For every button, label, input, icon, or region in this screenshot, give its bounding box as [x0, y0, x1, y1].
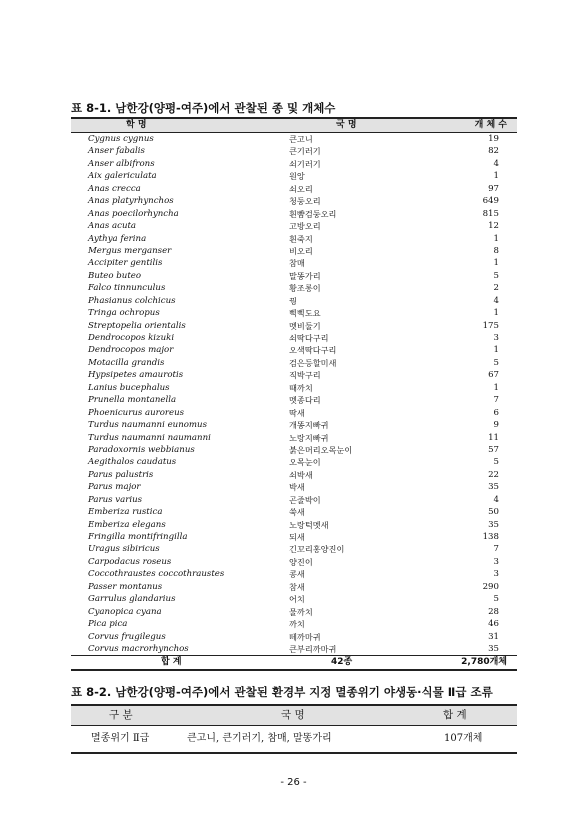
- korean-name: 황조롱이: [289, 283, 321, 294]
- scientific-name: Coccothraustes coccothraustes: [88, 569, 225, 580]
- table-row: [71, 233, 517, 245]
- total-label: 합 계: [161, 657, 182, 668]
- korean-name: 떼까마귀: [289, 631, 321, 642]
- table-row: [71, 295, 517, 307]
- korean-name: 비오리: [289, 245, 313, 256]
- scientific-name: Buteo buteo: [88, 270, 142, 281]
- scientific-name: Passer montanus: [88, 581, 163, 592]
- table-row: [71, 307, 517, 319]
- scientific-name: Prunella montanella: [88, 395, 177, 406]
- table-row: [71, 469, 517, 481]
- scientific-name: Anas crecca: [88, 183, 141, 194]
- korean-name: 곤줄박이: [289, 494, 321, 505]
- scientific-name: Corvus macrorhynchos: [88, 643, 189, 654]
- korean-name: 청둥오리: [289, 196, 321, 207]
- count: 1: [493, 258, 499, 269]
- table-row: [71, 158, 517, 170]
- table-row: [71, 357, 517, 369]
- korean-name: 흰죽지: [289, 233, 313, 244]
- korean-name: 콩새: [289, 569, 305, 580]
- korean-name: 쑥새: [289, 507, 305, 518]
- row-total: 107개체: [444, 733, 483, 744]
- table-row: [71, 618, 517, 630]
- scientific-name: Phoenicurus auroreus: [88, 407, 185, 418]
- count: 35: [488, 519, 499, 530]
- count: 2: [493, 283, 499, 294]
- count: 35: [488, 482, 499, 493]
- table-row: [71, 519, 517, 531]
- korean-name: 쇠오리: [289, 183, 313, 194]
- table-row: [71, 593, 517, 605]
- table-row: [71, 245, 517, 257]
- table-row: [71, 208, 517, 220]
- scientific-name: Anser fabalis: [88, 146, 145, 157]
- table-row: [71, 407, 517, 419]
- count: 31: [488, 631, 499, 642]
- korean-name: 직박구리: [289, 370, 321, 381]
- scientific-name: Lanius bucephalus: [88, 382, 170, 393]
- korean-name: 참매: [289, 258, 305, 269]
- korean-name: 쇠기러기: [289, 158, 321, 169]
- scientific-name: Parus varius: [88, 494, 143, 505]
- count: 11: [488, 432, 499, 443]
- table-row: [71, 382, 517, 394]
- scientific-name: Emberiza elegans: [88, 519, 166, 530]
- count: 649: [482, 196, 499, 207]
- korean-name: 까치: [289, 619, 305, 630]
- scientific-name: Anas acuta: [88, 221, 137, 232]
- endangered-table-header: [71, 706, 517, 726]
- table-row: [71, 643, 517, 655]
- korean-name: 삑삑도요: [289, 308, 321, 319]
- scientific-name: Parus major: [88, 482, 141, 493]
- table-row: [71, 133, 517, 145]
- count: 138: [482, 532, 499, 542]
- endangered-table-row: [71, 726, 517, 752]
- header-category: 구 분: [109, 709, 133, 721]
- count: 7: [493, 544, 499, 555]
- count: 3: [493, 556, 499, 567]
- count: 8: [493, 245, 499, 256]
- count: 82: [488, 146, 499, 157]
- count: 6: [493, 407, 499, 418]
- korean-name: 멧비둘기: [289, 320, 321, 331]
- korean-name: 노랑지빠귀: [289, 432, 329, 443]
- scientific-name: Accipiter gentilis: [88, 258, 163, 269]
- scientific-name: Fringilla montifringilla: [88, 532, 188, 542]
- scientific-name: Carpodacus roseus: [88, 556, 172, 567]
- korean-name: 큰고니: [289, 134, 313, 144]
- table-row: [71, 344, 517, 356]
- table-row: [71, 568, 517, 580]
- korean-name: 양진이: [289, 556, 313, 567]
- count: 7: [493, 395, 499, 406]
- korean-name: 딱새: [289, 407, 305, 418]
- count: 1: [493, 308, 499, 319]
- header-scientific-name: 학 명: [126, 120, 147, 130]
- table-row: [71, 332, 517, 344]
- scientific-name: Aythya ferina: [88, 233, 147, 244]
- scientific-name: Anas platyrhynchos: [88, 196, 174, 207]
- korean-name: 꿩: [289, 295, 297, 306]
- korean-name: 물까치: [289, 606, 313, 617]
- scientific-name: Cyanopica cyana: [88, 606, 162, 617]
- scientific-name: Anas poecilorhyncha: [88, 208, 179, 219]
- count: 4: [493, 494, 499, 505]
- count: 5: [493, 357, 499, 368]
- table-row: [71, 195, 517, 207]
- korean-name: 되새: [289, 532, 305, 542]
- count: 5: [493, 270, 499, 281]
- count: 12: [488, 221, 499, 232]
- korean-name: 큰부리까마귀: [289, 643, 337, 654]
- count: 290: [482, 581, 499, 592]
- table-row: [71, 531, 517, 543]
- count: 50: [488, 507, 499, 518]
- count: 1: [493, 233, 499, 244]
- korean-name: 원앙: [289, 171, 305, 182]
- count: 815: [482, 208, 499, 219]
- korean-name: 긴꼬리홍양진이: [289, 544, 345, 555]
- total-species: 42종: [331, 657, 353, 668]
- total-count: 2,780개체: [461, 657, 507, 668]
- count: 46: [488, 619, 499, 630]
- korean-name: 멧종다리: [289, 395, 321, 406]
- count: 57: [488, 444, 499, 455]
- scientific-name: Emberiza rustica: [88, 507, 163, 518]
- count: 4: [493, 295, 499, 306]
- count: 5: [493, 594, 499, 605]
- scientific-name: Anser albifrons: [88, 158, 155, 169]
- count: 4: [493, 158, 499, 169]
- korean-name: 고방오리: [289, 221, 321, 232]
- scientific-name: Motacilla grandis: [88, 357, 165, 368]
- korean-name: 흰뺨검둥오리: [289, 208, 337, 219]
- header-count: 개 체 수: [474, 120, 507, 130]
- count: 1: [493, 171, 499, 182]
- table-row: [71, 432, 517, 444]
- table-row: [71, 394, 517, 406]
- scientific-name: Dendrocopos major: [88, 345, 174, 356]
- count: 3: [493, 569, 499, 580]
- table-row: [71, 444, 517, 456]
- table-row: [71, 183, 517, 195]
- row-category: 멸종위기 Ⅱ급: [91, 733, 150, 744]
- korean-name: 오목눈이: [289, 457, 321, 468]
- scientific-name: Falco tinnunculus: [88, 283, 166, 294]
- table-row: [71, 456, 517, 468]
- header-total: 합 계: [443, 709, 467, 721]
- scientific-name: Aix galericulata: [88, 171, 157, 182]
- table-row: [71, 369, 517, 381]
- korean-name: 검은등할미새: [289, 357, 337, 368]
- count: 1: [493, 382, 499, 393]
- count: 22: [488, 469, 499, 480]
- scientific-name: Dendrocopos kizuki: [88, 333, 175, 343]
- scientific-name: Phasianus colchicus: [88, 295, 176, 306]
- endangered-table: [71, 704, 517, 754]
- scientific-name: Uragus sibiricus: [88, 544, 160, 555]
- korean-name: 노랑턱멧새: [289, 519, 329, 530]
- table-row: [71, 481, 517, 493]
- scientific-name: Turdus naumanni naumanni: [88, 432, 211, 443]
- korean-name: 큰기러기: [289, 146, 321, 157]
- korean-name: 쇠박새: [289, 469, 313, 480]
- scientific-name: Aegithalos caudatus: [88, 457, 177, 468]
- table-row: [71, 320, 517, 332]
- row-korean-names: 큰고니, 큰기러기, 참매, 말똥가리: [187, 733, 332, 744]
- korean-name: 오색딱다구리: [289, 345, 337, 356]
- count: 9: [493, 420, 499, 431]
- count: 175: [482, 320, 499, 331]
- scientific-name: Parus palustris: [88, 469, 154, 480]
- scientific-name: Tringa ochropus: [88, 308, 160, 319]
- korean-name: 때까치: [289, 382, 313, 393]
- scientific-name: Paradoxornis webbianus: [88, 444, 195, 455]
- page-number: - 26 -: [280, 777, 307, 788]
- header-korean-name: 국 명: [336, 120, 357, 130]
- count: 1: [493, 345, 499, 356]
- korean-name: 말똥가리: [289, 270, 321, 281]
- table-row: [71, 581, 517, 593]
- count: 67: [488, 370, 499, 381]
- table-row: [71, 631, 517, 643]
- scientific-name: Garrulus glandarius: [88, 594, 176, 605]
- korean-name: 개똥지빠귀: [289, 420, 329, 431]
- korean-name: 어치: [289, 594, 305, 605]
- korean-name: 붉은머리오목눈이: [289, 444, 353, 455]
- species-table-total-row: [71, 655, 517, 669]
- korean-name: 박새: [289, 482, 305, 493]
- species-table-header: [71, 119, 517, 133]
- scientific-name: Corvus frugilegus: [88, 631, 166, 642]
- table2-title: 표 8-2. 남한강(양평-여주)에서 관찰된 환경부 지정 멸종위기 야생동·식물 Ⅱ급 조류: [71, 685, 493, 699]
- table-row: [71, 270, 517, 282]
- count: 28: [488, 606, 499, 617]
- header-korean-name: 국 명: [281, 709, 305, 721]
- count: 3: [493, 333, 499, 343]
- table-row: [71, 282, 517, 294]
- count: 35: [488, 643, 499, 654]
- table-row: [71, 170, 517, 182]
- table-row: [71, 556, 517, 568]
- scientific-name: Turdus naumanni eunomus: [88, 420, 207, 431]
- count: 19: [488, 134, 499, 144]
- korean-name: 참새: [289, 581, 305, 592]
- count: 5: [493, 457, 499, 468]
- table-row: [71, 419, 517, 431]
- table-row: [71, 145, 517, 157]
- scientific-name: Pica pica: [88, 619, 128, 630]
- species-table-body: [71, 133, 517, 655]
- table-row: [71, 257, 517, 269]
- table-row: [71, 543, 517, 555]
- korean-name: 쇠딱다구리: [289, 333, 329, 343]
- species-table: [71, 117, 517, 671]
- scientific-name: Streptopelia orientalis: [88, 320, 186, 331]
- table1-title: 표 8-1. 남한강(양평-여주)에서 관찰된 종 및 개체수: [71, 101, 336, 115]
- scientific-name: Cygnus cygnus: [88, 134, 154, 144]
- table-row: [71, 220, 517, 232]
- table-row: [71, 506, 517, 518]
- count: 97: [488, 183, 499, 194]
- scientific-name: Hypsipetes amaurotis: [88, 370, 184, 381]
- table-row: [71, 494, 517, 506]
- table-row: [71, 606, 517, 618]
- scientific-name: Mergus merganser: [88, 245, 172, 256]
